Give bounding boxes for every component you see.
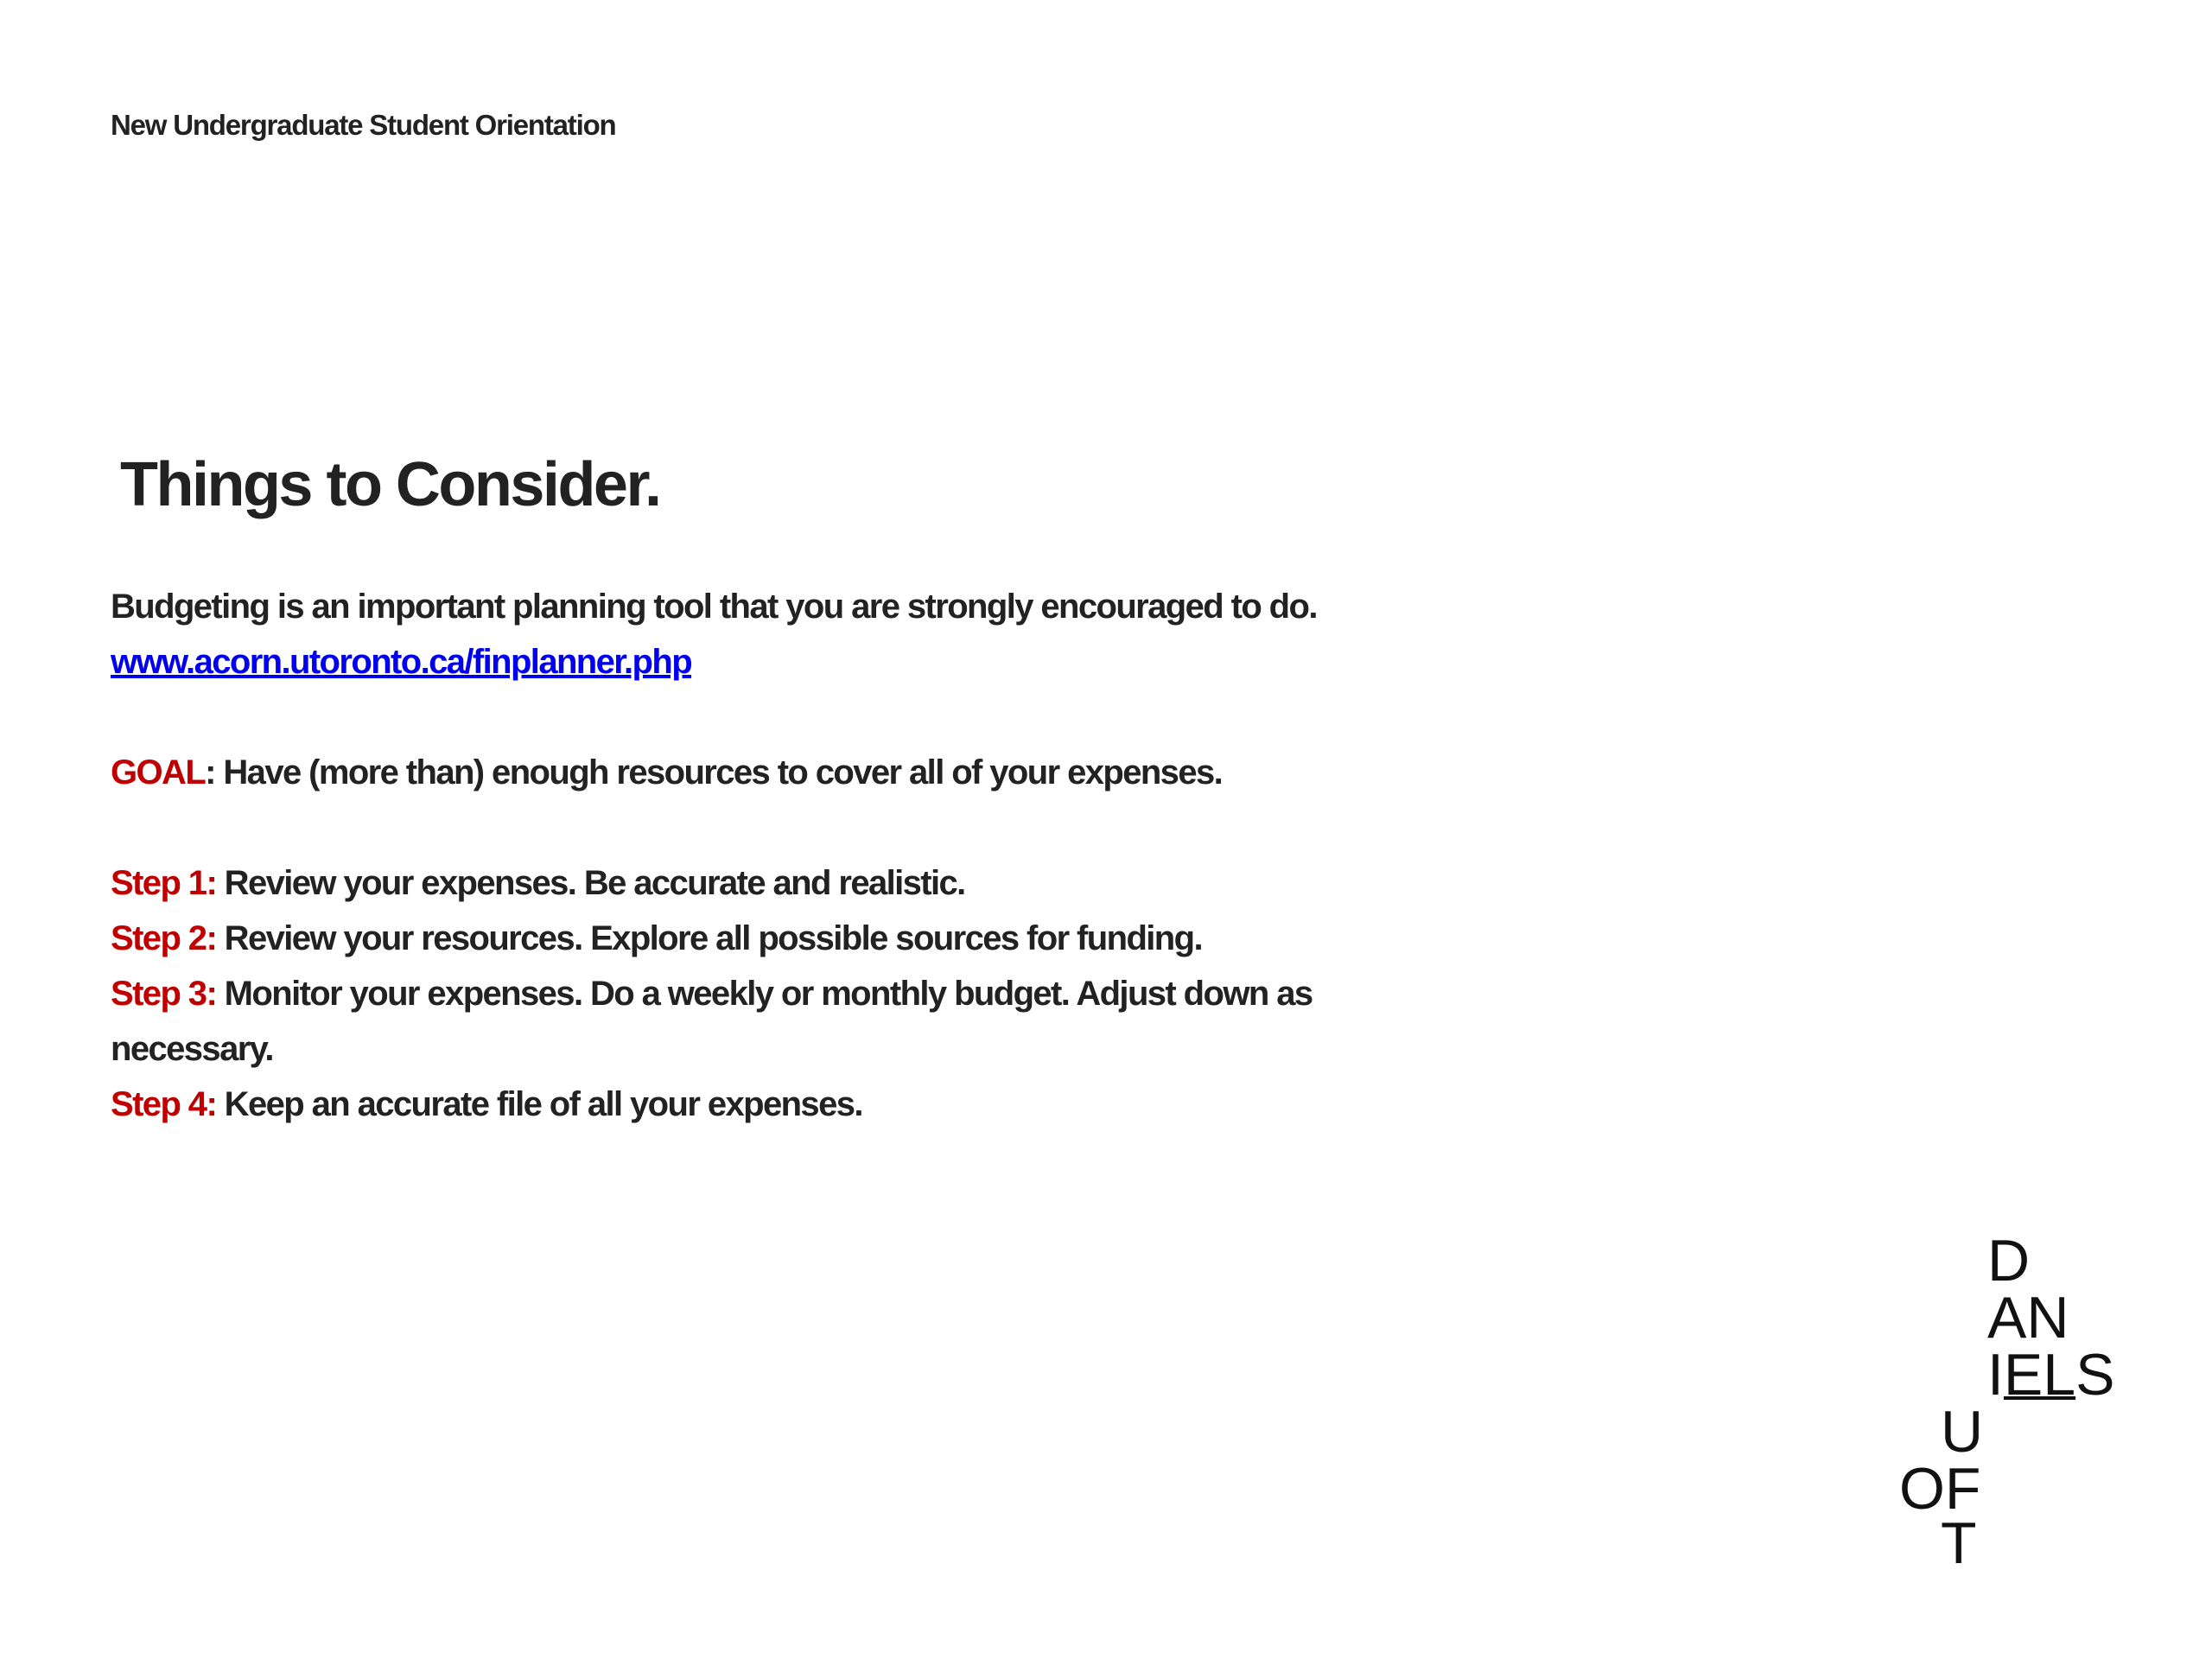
slide-body [111,579,1580,1132]
logo-line: T [1941,1510,1977,1576]
logo-line: AN [1987,1285,2069,1351]
step-text: Keep an accurate file of all your expenses. [216,1085,862,1123]
step-text: Review your expenses. Be accurate and realistic. [216,864,965,902]
intro-text: Budgeting is an important planning tool that you are strongly encouraged to do. [111,588,1317,626]
step-text: Monitor your expenses. Do a weekly or monthly budget. Adjust down as necessary. [111,975,1313,1068]
logo-line: D [1987,1228,2031,1294]
goal-text: : Have (more than) enough resources to cover all of your expenses. [205,753,1223,791]
presentation-subtitle: New Undergraduate Student Orientation [111,109,616,141]
goal-paragraph [111,745,1580,800]
step-item [111,1077,1580,1132]
finplanner-link[interactable]: www.acorn.utoronto.ca/finplanner.php [111,643,692,681]
logo-letter: S [2075,1342,2115,1408]
step-item [111,966,1459,1077]
step-label: Step 2: [111,919,217,957]
step-label: Step 1: [111,864,217,902]
logo-line: OF [1899,1456,1981,1522]
step-item [111,855,1580,911]
step-label: Step 3: [111,975,217,1013]
step-item [111,911,1580,966]
logo-line: U [1941,1399,1984,1465]
step-label: Step 4: [111,1085,217,1123]
slide-title: Things to Consider. [120,450,660,519]
goal-label: GOAL [111,753,206,791]
logo-line [1987,1342,2115,1408]
intro-paragraph [111,579,1580,690]
step-text: Review your resources. Explore all possible sources for funding. [216,919,1202,957]
logo-letter: EL [2003,1342,2076,1408]
logo-letter: I [1987,1342,2004,1408]
